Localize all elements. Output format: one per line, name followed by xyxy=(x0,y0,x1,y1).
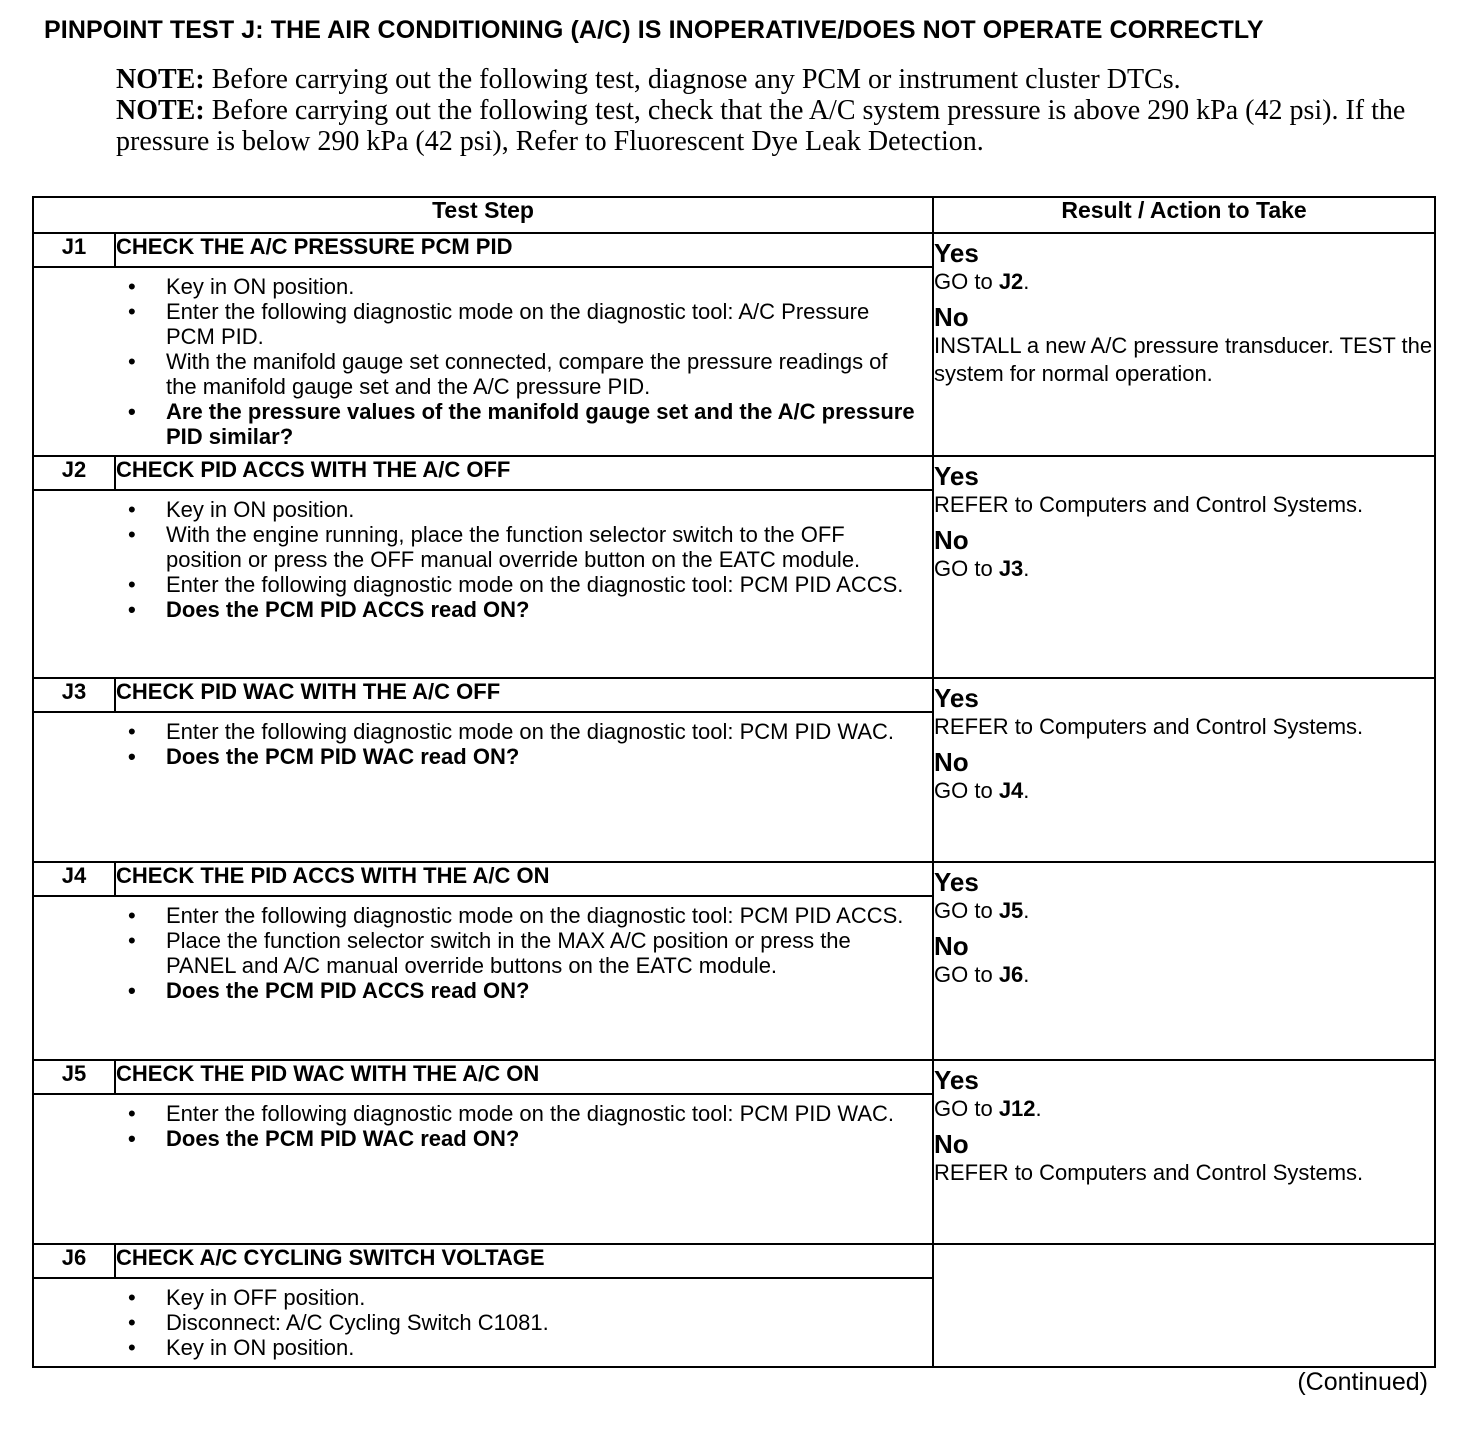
result-no xyxy=(934,931,1434,989)
result-yes xyxy=(934,238,1434,296)
step-id: J2 xyxy=(33,456,115,490)
result-no xyxy=(934,747,1434,805)
step-row xyxy=(33,1244,1435,1278)
yes-step-ref: J2 xyxy=(998,269,1024,294)
no-action xyxy=(934,961,1434,989)
step-title: CHECK THE PID ACCS WITH THE A/C ON xyxy=(115,862,933,896)
no-action xyxy=(934,1159,1434,1187)
instruction-item: • Enter the following diagnostic mode on the diagnostic tool: PCM PID WAC. xyxy=(34,1101,922,1126)
table-header-row xyxy=(33,197,1435,233)
yes-suffix: . xyxy=(1023,269,1030,294)
yes-label: Yes xyxy=(934,238,979,268)
yes-label: Yes xyxy=(934,683,979,713)
step-row xyxy=(33,862,1435,896)
step-id: J1 xyxy=(33,233,115,267)
no-label: No xyxy=(934,302,969,332)
note-text: Before carrying out the following test, diagnose any PCM or instrument cluster DTCs. xyxy=(211,64,1181,95)
step-row xyxy=(33,678,1435,712)
notes xyxy=(116,64,1416,157)
step-result xyxy=(933,862,1435,1060)
header-result: Result / Action to Take xyxy=(933,197,1435,233)
step-question: • Does the PCM PID WAC read ON? xyxy=(34,744,922,769)
step-question: • Does the PCM PID WAC read ON? xyxy=(34,1126,922,1151)
no-label: No xyxy=(934,525,969,555)
no-action-text: GO to xyxy=(934,962,999,987)
result-no xyxy=(934,302,1434,388)
result-yes xyxy=(934,1065,1434,1123)
yes-step-ref: J12 xyxy=(998,1096,1036,1121)
step-title: CHECK THE PID WAC WITH THE A/C ON xyxy=(115,1060,933,1094)
step-result xyxy=(933,1060,1435,1244)
instruction-item: • Disconnect: A/C Cycling Switch C1081. xyxy=(34,1310,922,1335)
step-instructions xyxy=(33,267,933,456)
instruction-item: • With the manifold gauge set connected, compare the pressure readings of the manifold gauge set and the A/C pressure PID. xyxy=(34,349,922,399)
yes-action-text: REFER to Computers and Control Systems. xyxy=(934,492,1364,517)
step-id: J4 xyxy=(33,862,115,896)
no-label: No xyxy=(934,931,969,961)
result-yes xyxy=(934,683,1434,741)
instruction-item: • Key in ON position. xyxy=(34,1335,922,1360)
yes-label: Yes xyxy=(934,867,979,897)
step-title: CHECK PID ACCS WITH THE A/C OFF xyxy=(115,456,933,490)
yes-action-text: GO to xyxy=(934,898,999,923)
no-action-text: GO to xyxy=(934,556,999,581)
no-action-text: REFER to Computers and Control Systems. xyxy=(934,1160,1364,1185)
yes-label: Yes xyxy=(934,1065,979,1095)
instruction-item: • Key in ON position. xyxy=(34,497,922,522)
step-result xyxy=(933,456,1435,678)
step-instructions xyxy=(33,1094,933,1244)
no-action xyxy=(934,555,1434,583)
step-id: J5 xyxy=(33,1060,115,1094)
yes-action xyxy=(934,897,1434,925)
instruction-list xyxy=(34,897,932,1009)
note-text: Before carrying out the following test, check that the A/C system pressure is above 290 kPa (42 psi). If the pressure is below 290 kPa (42 psi), Refer to Fluorescent Dye Leak Detection. xyxy=(116,95,1406,157)
step-result xyxy=(933,233,1435,456)
instruction-item: • Enter the following diagnostic mode on the diagnostic tool: PCM PID ACCS. xyxy=(34,903,922,928)
step-result xyxy=(933,678,1435,862)
pinpoint-test-table xyxy=(32,196,1436,1368)
yes-suffix: . xyxy=(1035,1096,1042,1121)
instruction-list xyxy=(34,1095,932,1157)
instruction-item: • Enter the following diagnostic mode on the diagnostic tool: A/C Pressure PCM PID. xyxy=(34,299,922,349)
no-suffix: . xyxy=(1023,962,1030,987)
no-step-ref: J4 xyxy=(998,778,1024,803)
step-result xyxy=(933,1244,1435,1367)
continued-label: (Continued) xyxy=(1297,1368,1428,1396)
instruction-list xyxy=(34,491,932,628)
note-1 xyxy=(116,64,1416,95)
result-no xyxy=(934,1129,1434,1187)
instruction-item: • Enter the following diagnostic mode on the diagnostic tool: PCM PID ACCS. xyxy=(34,572,922,597)
yes-label: Yes xyxy=(934,461,979,491)
step-title: CHECK A/C CYCLING SWITCH VOLTAGE xyxy=(115,1244,933,1278)
yes-action-text: REFER to Computers and Control Systems. xyxy=(934,714,1364,739)
no-suffix: . xyxy=(1023,556,1030,581)
yes-action xyxy=(934,491,1434,519)
header-test-step: Test Step xyxy=(33,197,933,233)
no-action xyxy=(934,777,1434,805)
step-instructions xyxy=(33,1278,933,1367)
step-title: CHECK THE A/C PRESSURE PCM PID xyxy=(115,233,933,267)
no-step-ref: J6 xyxy=(998,962,1024,987)
result-no xyxy=(934,525,1434,583)
no-action-text: GO to xyxy=(934,778,999,803)
step-instructions xyxy=(33,712,933,862)
note-label: NOTE: xyxy=(116,64,205,95)
step-question: • Does the PCM PID ACCS read ON? xyxy=(34,978,922,1003)
yes-action xyxy=(934,713,1434,741)
yes-action-text: GO to xyxy=(934,269,999,294)
instruction-item: • Key in ON position. xyxy=(34,274,922,299)
step-question: • Does the PCM PID ACCS read ON? xyxy=(34,597,922,622)
instruction-list xyxy=(34,1279,932,1366)
no-label: No xyxy=(934,1129,969,1159)
yes-action xyxy=(934,268,1434,296)
step-id: J6 xyxy=(33,1244,115,1278)
step-question: • Are the pressure values of the manifold gauge set and the A/C pressure PID similar? xyxy=(34,399,922,449)
step-row xyxy=(33,233,1435,267)
yes-step-ref: J5 xyxy=(998,898,1024,923)
instruction-list xyxy=(34,713,932,775)
page-title: PINPOINT TEST J: THE AIR CONDITIONING (A/C) IS INOPERATIVE/DOES NOT OPERATE CORRECTLY xyxy=(44,16,1264,44)
no-action xyxy=(934,332,1434,388)
instruction-item: • With the engine running, place the function selector switch to the OFF position or press the OFF manual override button on the EATC module. xyxy=(34,522,922,572)
no-step-ref: J3 xyxy=(998,556,1024,581)
no-action-text: INSTALL a new A/C pressure transducer. TEST the system for normal operation. xyxy=(934,333,1433,386)
step-title: CHECK PID WAC WITH THE A/C OFF xyxy=(115,678,933,712)
step-row xyxy=(33,1060,1435,1094)
no-suffix: . xyxy=(1023,778,1030,803)
yes-action xyxy=(934,1095,1434,1123)
result-yes xyxy=(934,461,1434,519)
note-label: NOTE: xyxy=(116,95,205,126)
instruction-item: • Key in OFF position. xyxy=(34,1285,922,1310)
instruction-list xyxy=(34,268,932,455)
step-instructions xyxy=(33,896,933,1060)
no-label: No xyxy=(934,747,969,777)
instruction-item: • Enter the following diagnostic mode on the diagnostic tool: PCM PID WAC. xyxy=(34,719,922,744)
yes-action-text: GO to xyxy=(934,1096,999,1121)
step-id: J3 xyxy=(33,678,115,712)
result-yes xyxy=(934,867,1434,925)
step-instructions xyxy=(33,490,933,678)
yes-suffix: . xyxy=(1023,898,1030,923)
step-row xyxy=(33,456,1435,490)
note-2 xyxy=(116,95,1416,157)
instruction-item: • Place the function selector switch in the MAX A/C position or press the PANEL and A/C manual override buttons on the EATC module. xyxy=(34,928,922,978)
